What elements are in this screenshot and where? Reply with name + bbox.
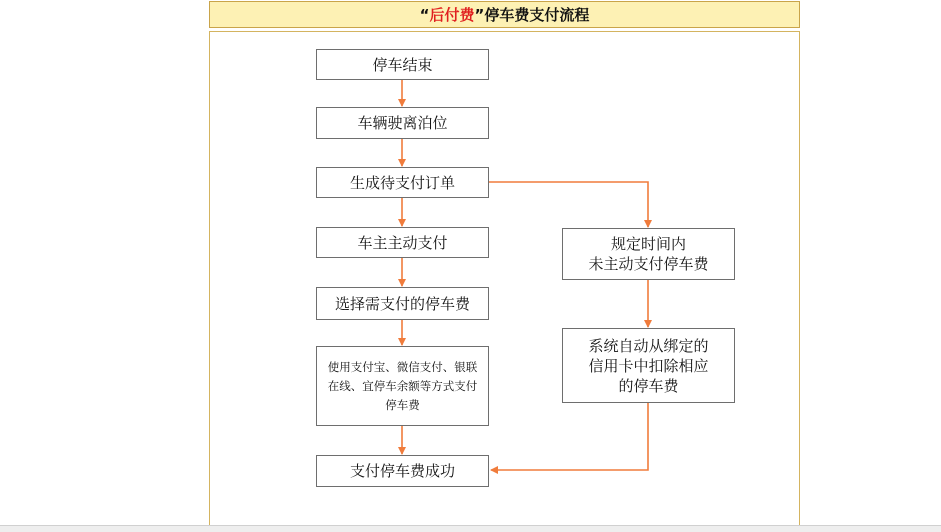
arrow-order-to-notpaid <box>489 182 648 227</box>
title-highlight: 后付费 <box>429 6 475 24</box>
step-vehicle-leave: 车辆驶离泊位 <box>316 107 489 139</box>
auto-deduct-line-2: 信用卡中扣除相应 <box>588 356 709 375</box>
not-paid-line-2: 未主动支付停车费 <box>588 255 709 273</box>
step-owner-pay: 车主主动支付 <box>316 227 489 258</box>
title-text: 停车费支付流程 <box>484 6 590 24</box>
step-auto-deduct <box>562 328 735 403</box>
title-quote-close: ” <box>474 5 485 24</box>
step-pay-methods: 使用支付宝、微信支付、银联在线、宜停车余额等方式支付停车费 <box>316 346 489 426</box>
step-not-paid <box>562 228 735 280</box>
step-pay-success: 支付停车费成功 <box>316 455 489 487</box>
auto-deduct-line-1: 系统自动从绑定的 <box>588 336 709 355</box>
title-quote-open: “ <box>419 5 430 24</box>
auto-deduct-line-3: 的停车费 <box>618 376 679 395</box>
step-select-fee: 选择需支付的停车费 <box>316 287 489 320</box>
step-generate-order: 生成待支付订单 <box>316 167 489 198</box>
step-parking-end: 停车结束 <box>316 49 489 80</box>
arrow-deduct-to-success <box>491 403 648 470</box>
not-paid-line-1: 规定时间内 <box>610 235 686 253</box>
